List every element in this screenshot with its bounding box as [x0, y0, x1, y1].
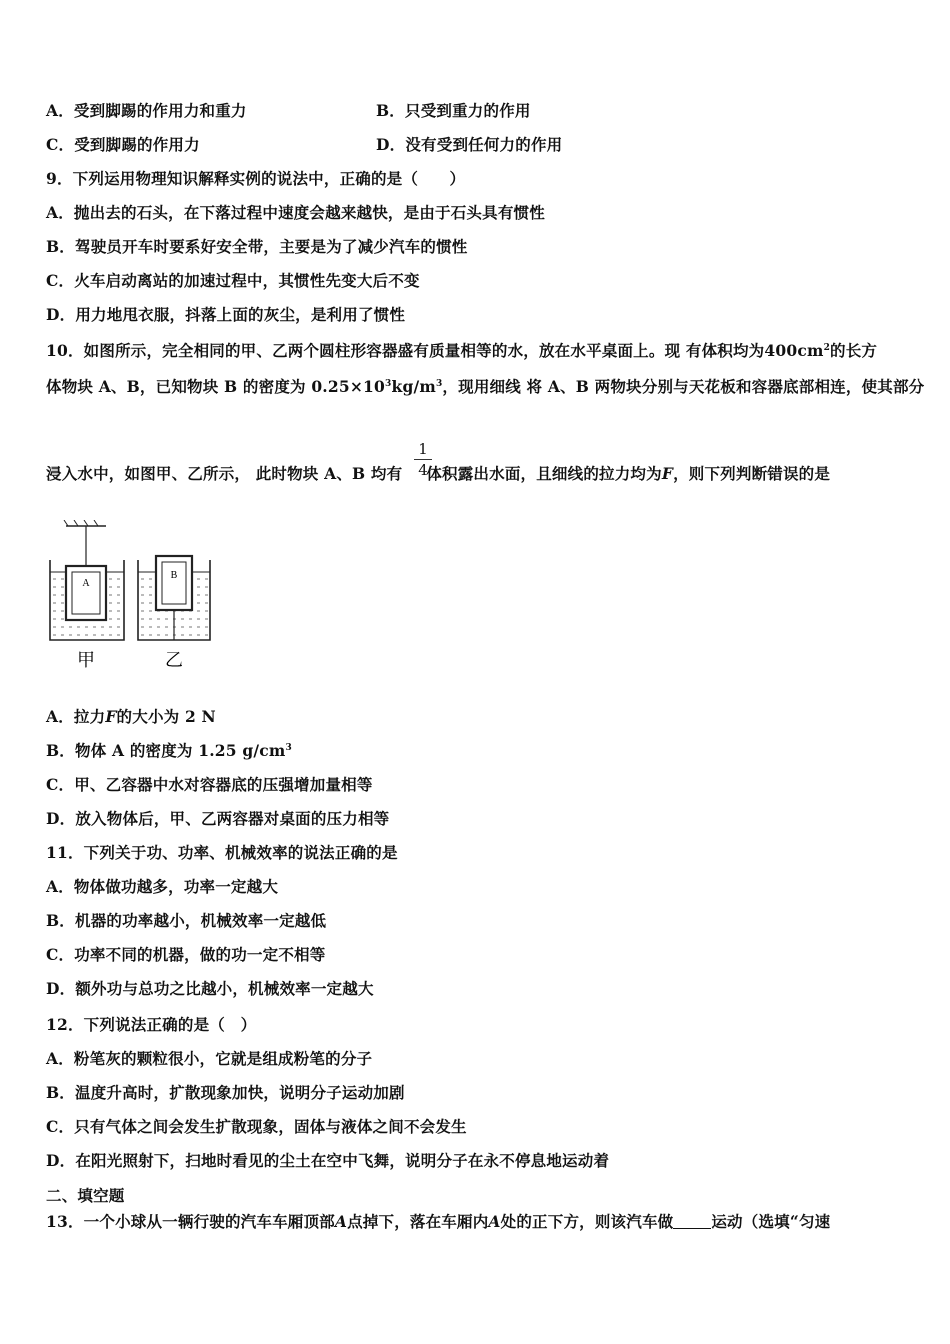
- caption-yi: 乙: [165, 650, 183, 670]
- force-symbol: F: [105, 707, 117, 726]
- q10-stem-line3-end: ，则下列判断错误的是: [673, 464, 831, 483]
- q9-option-b: B．驾驶员开车时要系好安全带，主要是为了减少汽车的惯性: [46, 237, 468, 256]
- block-b: [156, 556, 192, 610]
- q8-option-b: B．只受到重力的作用: [376, 101, 531, 120]
- ceiling-hatch: [64, 520, 106, 526]
- block-a-label: A: [82, 578, 90, 589]
- q13-text-2: 点掉下，落在车厢内: [347, 1212, 489, 1231]
- superscript: 3: [435, 379, 443, 389]
- q11-option-a: A．物体做功越多，功率一定越大: [46, 877, 279, 896]
- point-a-symbol: A: [334, 1212, 348, 1231]
- q13-text-3: 处的正下方，则该汽车做: [500, 1212, 674, 1231]
- q8-option-d: D．没有受到任何力的作用: [376, 135, 563, 154]
- q13-stem: [46, 1212, 830, 1232]
- fraction-bar: [414, 459, 432, 460]
- q10-stem-line1-end: 的长方: [830, 341, 878, 360]
- q12-option-c: C．只有气体之间会发生扩散现象，固体与液体之间不会发生: [46, 1117, 467, 1136]
- q8-option-a: A．受到脚踢的作用力和重力: [46, 101, 247, 120]
- force-symbol: F: [661, 464, 674, 483]
- containers-diagram: [44, 520, 224, 670]
- superscript: 2: [823, 343, 831, 353]
- q11-option-b: B．机器的功率越小，机械效率一定越低: [46, 911, 327, 930]
- q10-figure: [44, 520, 224, 674]
- q9-option-d: D．用力地甩衣服，抖落上面的灰尘，是利用了惯性: [46, 305, 406, 324]
- q11-stem: 11．下列关于功、功率、机械效率的说法正确的是: [46, 843, 398, 862]
- q10-option-d: D．放入物体后，甲、乙两容器对桌面的压力相等: [46, 809, 390, 828]
- block-a: [66, 566, 106, 620]
- block-b-label: B: [170, 570, 178, 581]
- q10-stem-line3: [46, 464, 830, 484]
- q12-option-a: A．粉笔灰的颗粒很小，它就是组成粉笔的分子: [46, 1049, 373, 1068]
- fraction-denominator: 4: [418, 461, 428, 479]
- point-a-symbol: A: [488, 1212, 501, 1231]
- fraction-numerator: 1: [418, 440, 428, 458]
- q10-option-c: C．甲、乙容器中水对容器底的压强增加量相等: [46, 775, 373, 794]
- caption-jia: 甲: [77, 650, 95, 670]
- q9-stem: 9．下列运用物理知识解释实例的说法中，正确的是（ ）: [46, 169, 466, 188]
- q11-option-d: D．额外功与总功之比越小，机械效率一定越大: [46, 979, 374, 998]
- q10-option-b-text: B．物体 A 的密度为 1.25 g/cm: [46, 741, 286, 760]
- section-heading-fill-blank: 二、填空题: [46, 1186, 125, 1205]
- q8-option-c: C．受到脚踢的作用力: [46, 135, 200, 154]
- q10-option-a-end: 的大小为 2 N: [116, 707, 216, 726]
- q13-text-1: 13．一个小球从一辆行驶的汽车车厢顶部: [46, 1212, 335, 1231]
- q10-option-b: [46, 741, 292, 761]
- q11-option-c: C．功率不同的机器，做的功一定不相等: [46, 945, 326, 964]
- q10-stem-line2: [46, 377, 924, 397]
- q10-stem-line2-end: ，现用细线 将 A、B 两物块分别与天花板和容器底部相连，使其部分: [442, 377, 925, 396]
- q10-stem-line1-text: 10．如图所示，完全相同的甲、乙两个圆柱形容器盛有质量相等的水，放在水平桌面上。现 有体积均为400cm: [46, 341, 824, 360]
- superscript: 3: [285, 743, 292, 753]
- superscript: 3: [385, 379, 392, 389]
- q12-stem: 12．下列说法正确的是（ ）: [46, 1015, 257, 1034]
- q10-unit: kg/m: [391, 377, 436, 396]
- answer-blank[interactable]: [673, 1214, 711, 1229]
- q10-option-a-text: A．拉力: [46, 707, 106, 726]
- q13-text-4: 运动（选填“匀速: [711, 1212, 831, 1231]
- q9-option-a: A．抛出去的石头，在下落过程中速度会越来越快，是由于石头具有惯性: [46, 203, 545, 222]
- q10-stem-line3-text: 浸入水中，如图甲、乙所示， 此时物块 A、B 均有: [46, 464, 403, 483]
- q10-stem-line3-mid: 体积露出水面，且细线的拉力均为: [426, 464, 662, 483]
- q10-option-a: [46, 707, 216, 727]
- q10-stem-line1: [46, 341, 877, 361]
- q12-option-d: D．在阳光照射下，扫地时看见的尘土在空中飞舞，说明分子在永不停息地运动着: [46, 1151, 610, 1170]
- q9-option-c: C．火车启动离站的加速过程中，其惯性先变大后不变: [46, 271, 420, 290]
- q12-option-b: B．温度升高时，扩散现象加快，说明分子运动加剧: [46, 1083, 405, 1102]
- q10-stem-line2-text: 体物块 A、B，已知物块 B 的密度为 0.25×10: [46, 377, 386, 396]
